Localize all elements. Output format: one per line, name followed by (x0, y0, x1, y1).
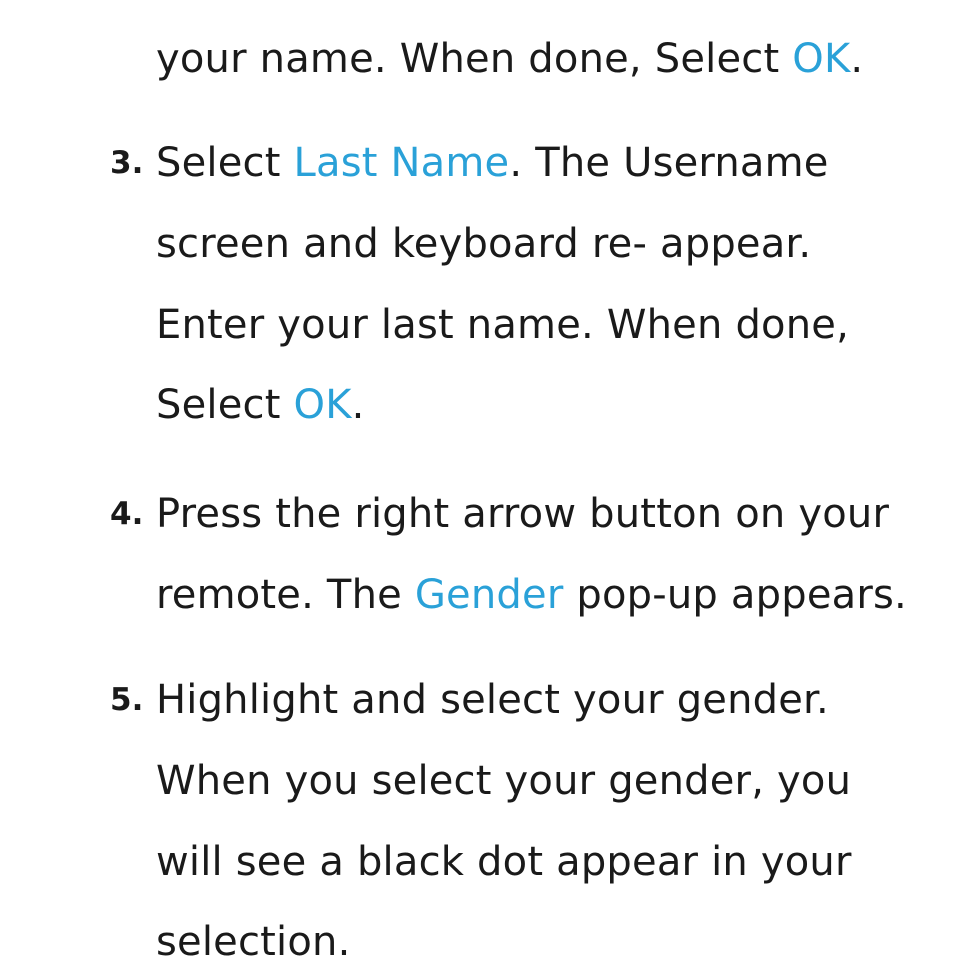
step5-line-2: When you select your gender, you (156, 758, 852, 804)
text-segment: . The Username (509, 140, 829, 186)
step3-line-1 (156, 138, 829, 188)
step5-line-4: selection. (156, 919, 351, 965)
ok-highlight: OK (792, 36, 851, 82)
last-name-highlight: Last Name (293, 140, 510, 186)
step5-line-1: Highlight and select your gender. (156, 677, 829, 723)
step2-line-1 (156, 34, 863, 84)
text-segment: Select (156, 140, 294, 186)
gender-highlight: Gender (414, 572, 564, 618)
step-number-5: 5. (110, 682, 144, 718)
ok-highlight: OK (293, 382, 352, 428)
text-segment: remote. The (156, 572, 415, 618)
step5-line-3: will see a black dot appear in your (156, 839, 852, 885)
text-segment: your name. When done, Select (156, 36, 793, 82)
step3-line-2: screen and keyboard re- appear. (156, 221, 812, 267)
step3-line-3: Enter your last name. When done, (156, 302, 849, 348)
text-segment: Select (156, 382, 294, 428)
text-segment: . (850, 36, 864, 82)
step3-line-4 (156, 380, 365, 430)
step-number-3: 3. (110, 145, 144, 181)
step4-line-2 (156, 570, 907, 620)
step-number-4: 4. (110, 496, 144, 532)
step4-line-1: Press the right arrow button on your (156, 491, 890, 537)
text-segment: pop-up appears. (563, 572, 907, 618)
text-segment: . (351, 382, 365, 428)
